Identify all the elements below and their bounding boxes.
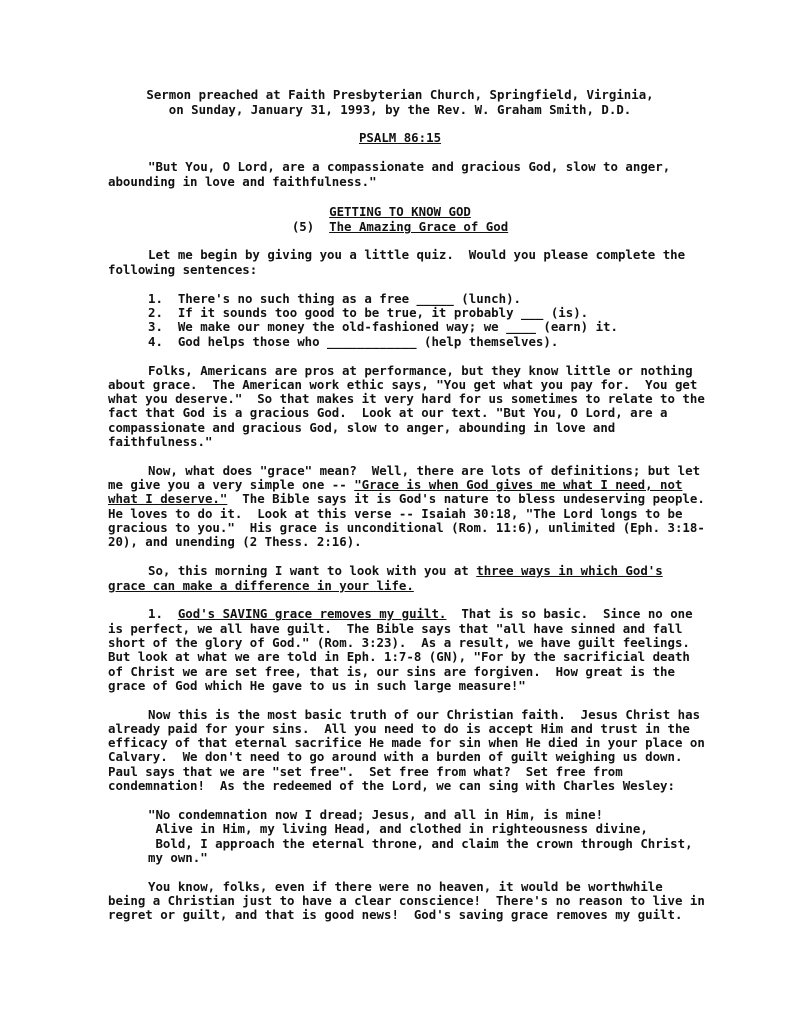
scripture-line-1: "But You, O Lord, are a compassionate and gracious God, slow to anger, <box>148 159 671 174</box>
p1-line-1: Folks, Americans are pros at performance, but they know little or nothing <box>148 363 693 378</box>
quiz-item-2: 2. If it sounds too good to be true, it probably ___ (is). <box>148 305 589 320</box>
p5-line-1: Now this is the most basic truth of our Christian faith. Jesus Christ has <box>148 707 701 722</box>
p1-line-6: faithfulness." <box>108 434 213 449</box>
quiz-item-3: 3. We make our money the old-fashioned way; we ____ (earn) it. <box>148 319 618 334</box>
p2-line-3: what I deserve." The Bible says it is God's nature to bless undeserving people. <box>108 491 705 506</box>
p4-line-4: But look at what we are told in Eph. 1:7-8 (GN), "For by the sacrificial death <box>108 649 690 664</box>
p1-line-4: fact that God is a gracious God. Look at our text. "But You, O Lord, are a <box>108 405 668 420</box>
p2-line-2: me give you a very simple one -- "Grace is when God gives me what I need, not <box>108 477 683 492</box>
hymn-line-1: "No condemnation now I dread; Jesus, and all in Him, is mine! <box>148 807 604 822</box>
intro-line-1: Let me begin by giving you a little quiz. Would you please complete the <box>148 247 686 262</box>
series-title: GETTING TO KNOW GOD <box>329 204 471 219</box>
hymn-line-4: my own." <box>148 850 208 865</box>
p2-line-1: Now, what does "grace" mean? Well, there are lots of definitions; but let <box>148 463 701 478</box>
p1-line-5: compassionate and gracious God, slow to anger, abounding in love and <box>108 420 616 435</box>
hymn-line-2: Alive in Him, my living Head, and clothed in righteousness divine, <box>148 821 648 836</box>
hymn-line-3: Bold, I approach the eternal throne, and claim the crown through Christ, <box>148 836 693 851</box>
p4-line-2: is perfect, we all have guilt. The Bible says that "all have sinned and fall <box>108 621 683 636</box>
grace-definition-part-2: what I deserve." <box>108 491 228 506</box>
p6-line-3: regret or guilt, and that is good news! God's saving grace removes my guilt. <box>108 907 683 922</box>
p5-line-2: already paid for your sins. All you need to do is accept Him and trust in the <box>108 721 690 736</box>
scripture-reference: PSALM 86:15 <box>358 130 442 145</box>
p4-line-1: 1. God's SAVING grace removes my guilt. That is so basic. Since no one <box>148 606 693 621</box>
quiz-item-4: 4. God helps those who ____________ (help themselves). <box>148 334 559 349</box>
p1-line-2: about grace. The American work ethic says, "You get what you pay for. You get <box>108 377 698 392</box>
p2-line-5: gracious to you." His grace is unconditional (Rom. 11:6), unlimited (Eph. 3:18- <box>108 520 705 535</box>
header-line-1: Sermon preached at Faith Presbyterian Church, Springfield, Virginia, <box>146 87 654 102</box>
p5-line-4: Calvary. We don't need to go around with a burden of guilt weighing us down. <box>108 749 683 764</box>
p4-line-6: grace of God which He gave to us in such large measure!" <box>108 678 526 693</box>
p5-line-6: condemnation! As the redeemed of the Lord, we can sing with Charles Wesley: <box>108 778 675 793</box>
grace-definition-part-1: "Grace is when God gives me what I need, not <box>354 477 683 492</box>
p4-line-3: short of the glory of God." (Rom. 3:23). As a result, we have guilt feelings. <box>108 635 690 650</box>
quiz-item-1: 1. There's no such thing as a free _____ (lunch). <box>148 291 521 306</box>
p5-line-5: Paul says that we are "set free". Set free from what? Set free from <box>108 764 623 779</box>
p6-line-2: being a Christian just to have a clear conscience! There's no reason to live in <box>108 893 705 908</box>
p6-line-1: You know, folks, even if there were no heaven, it would be worthwhile <box>148 879 663 894</box>
p1-line-3: what you deserve." So that makes it very hard for us sometimes to relate to the <box>108 391 705 406</box>
p3-line-1: So, this morning I want to look with you at three ways in which God's <box>148 563 663 578</box>
header-line-2: on Sunday, January 31, 1993, by the Rev. W. Graham Smith, D.D. <box>168 102 632 117</box>
scripture-line-2: abounding in love and faithfulness." <box>108 174 377 189</box>
p2-line-6: 20), and unending (2 Thess. 2:16). <box>108 534 362 549</box>
p4-line-5: of Christ we are set free, that is, our sins are forgiven. How great is the <box>108 664 675 679</box>
sermon-title: The Amazing Grace of God <box>329 219 509 234</box>
p2-line-4: He loves to do it. Look at this verse -- Isaiah 30:18, "The Lord longs to be <box>108 506 683 521</box>
three-ways-phrase: three ways in which God's <box>476 563 663 578</box>
sermon-number: (5) <box>291 219 315 234</box>
point-1-heading: God's SAVING grace removes my guilt. <box>177 606 447 621</box>
p3-line-2: grace can make a difference in your life. <box>108 578 414 593</box>
intro-line-2: following sentences: <box>108 262 258 277</box>
p5-line-3: efficacy of that eternal sacrifice He made for sin when He died in your place on <box>108 735 705 750</box>
